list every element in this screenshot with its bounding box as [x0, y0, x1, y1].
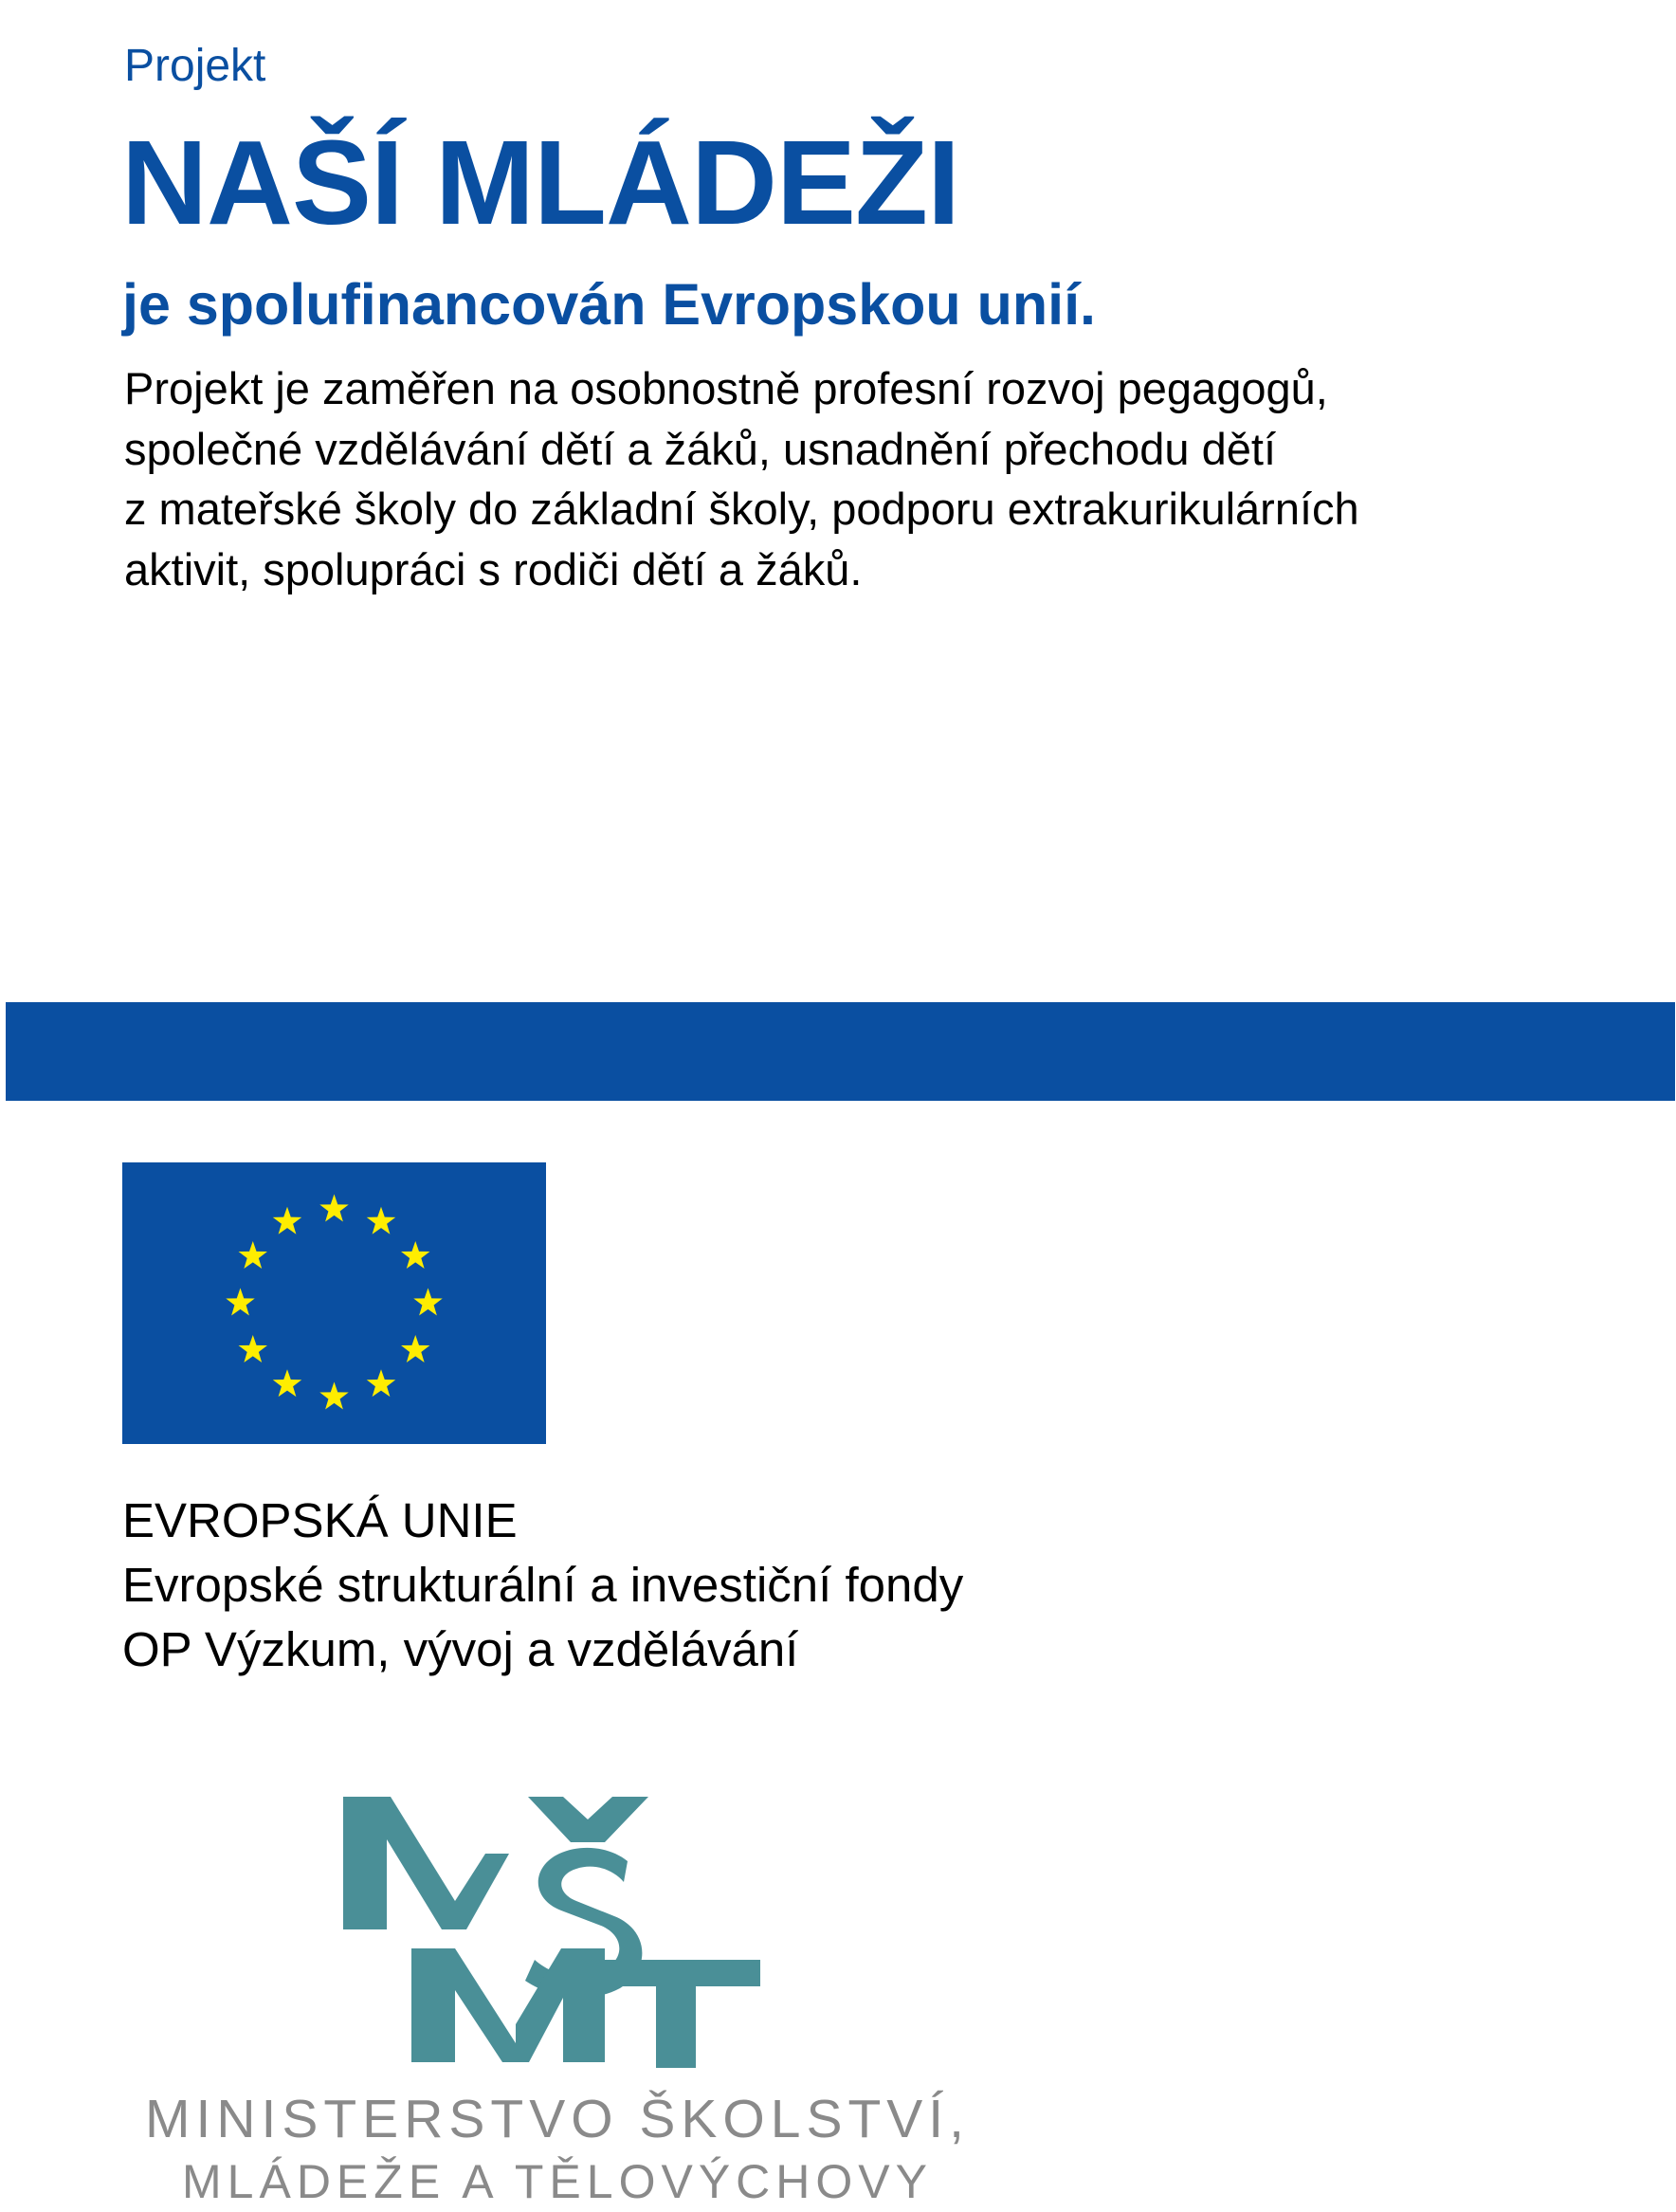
ministry-name-line1: MINISTERSTVO ŠKOLSTVÍ,	[145, 2089, 970, 2149]
cofinanced-note: je spolufinancován Evropskou unií.	[122, 272, 1096, 337]
description-line: aktivit, spolupráci s rodiči dětí a žáků.	[124, 543, 863, 594]
eu-name: EVROPSKÁ UNIE	[122, 1493, 518, 1547]
ministry-name	[121, 2086, 993, 2211]
description-line: společné vzdělávání dětí a žáků, usnadnění přechodu dětí	[124, 423, 1277, 474]
ministry-name-line2: MLÁDEŽE A TĚLOVÝCHOVY	[182, 2155, 933, 2208]
project-description	[124, 358, 1565, 599]
eu-flag-icon	[122, 1162, 546, 1444]
description-line: Projekt je zaměřen na osobnostně profesní rozvoj pegagogů,	[124, 363, 1328, 413]
project-title: NAŠÍ MLÁDEŽI	[121, 116, 959, 249]
msmt-logo-icon	[343, 1787, 770, 2072]
project-label: Projekt	[124, 41, 266, 91]
esif-name: Evropské strukturální a investiční fondy	[122, 1558, 964, 1612]
blue-divider-stripe	[6, 1002, 1675, 1101]
eu-funding-text	[122, 1489, 963, 1682]
op-name: OP Výzkum, vývoj a vzdělávání	[122, 1622, 799, 1676]
description-line: z mateřské školy do základní školy, podporu extrakurikulárních	[124, 484, 1359, 534]
